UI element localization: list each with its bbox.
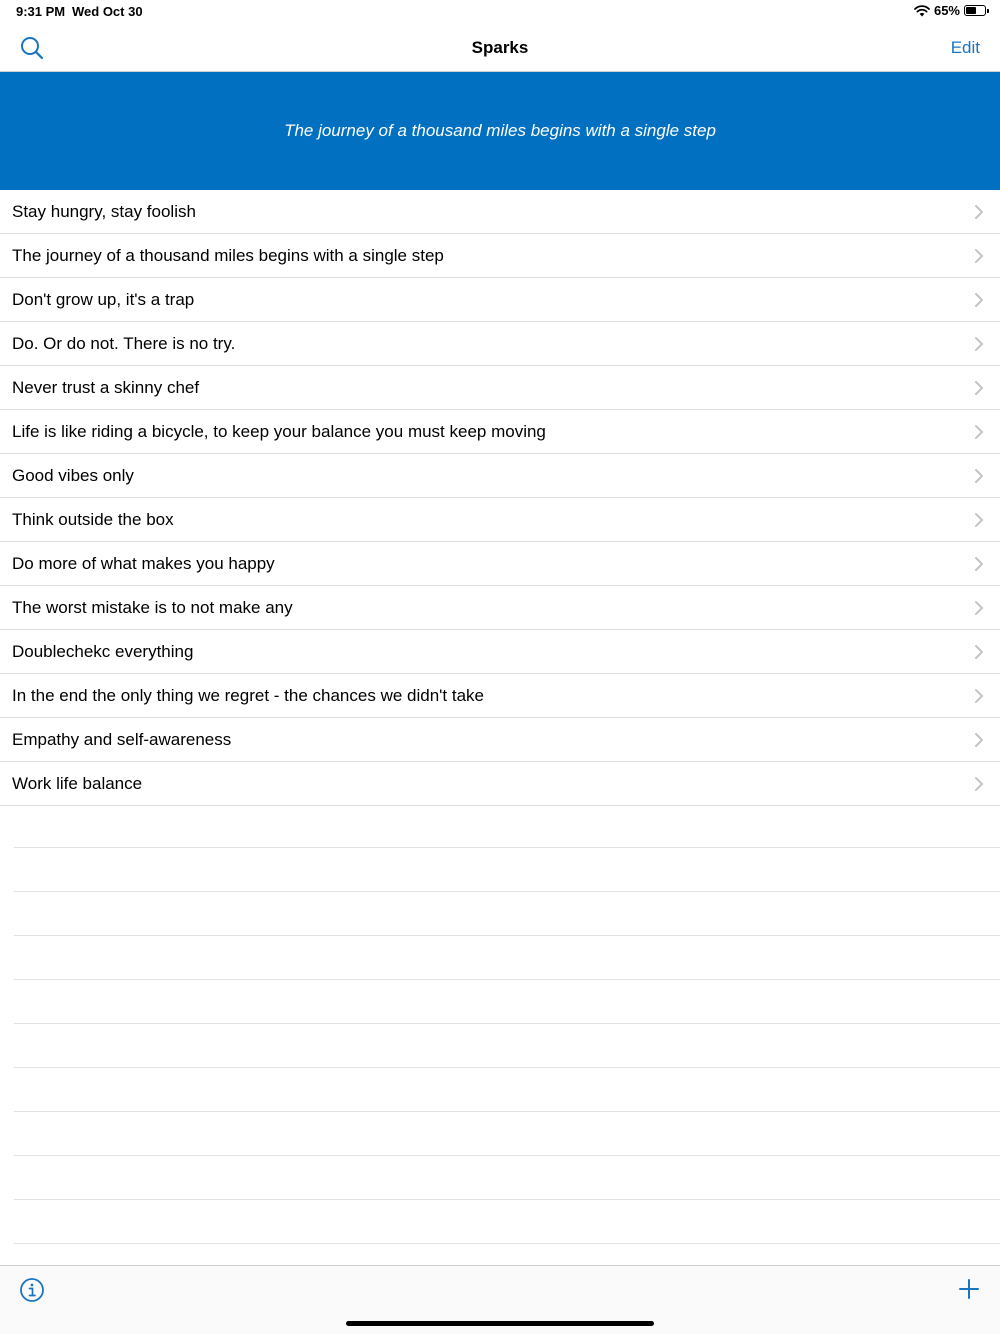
list-item[interactable] [0,454,1000,498]
chevron-right-icon [974,204,984,220]
page-title: Sparks [471,38,529,57]
empty-row-separator [14,936,1000,980]
list-item[interactable] [0,498,1000,542]
status-time: 9:31 PM [16,4,66,19]
empty-row-separator [14,1112,1000,1156]
chevron-right-icon [974,688,984,704]
list-item-label: Stay hungry, stay foolish [12,202,196,221]
featured-quote-banner [0,72,1000,190]
empty-row-separator [14,1024,1000,1068]
chevron-right-icon [974,776,984,792]
empty-row-separator [14,1068,1000,1112]
list-item-label: Do. Or do not. There is no try. [12,334,236,353]
list-item[interactable] [0,674,1000,718]
list-item[interactable] [0,542,1000,586]
plus-icon[interactable] [957,1277,981,1301]
list-item-label: Do more of what makes you happy [12,554,275,573]
sparks-list [0,190,1000,806]
bottom-toolbar [0,1265,1000,1334]
battery-percent: 65% [933,3,960,18]
battery-icon [964,5,986,16]
list-item[interactable] [0,410,1000,454]
featured-quote: The journey of a thousand miles begins with a single step [284,121,716,140]
chevron-right-icon [974,512,984,528]
list-item[interactable] [0,366,1000,410]
chevron-right-icon [974,336,984,352]
empty-row-separator [14,892,1000,936]
list-item[interactable] [0,190,1000,234]
list-item-label: Think outside the box [12,510,174,529]
empty-row-separator [14,1200,1000,1244]
list-item-label: Doublechekc everything [12,642,194,661]
home-indicator[interactable] [346,1321,654,1326]
status-bar [0,0,1000,24]
empty-rows [14,804,1000,1244]
empty-row-separator [14,804,1000,848]
status-date: Wed Oct 30 [72,4,143,19]
list-item[interactable] [0,718,1000,762]
list-item-label: Life is like riding a bicycle, to keep your balance you must keep moving [12,422,546,441]
wifi-icon [914,5,930,17]
battery-fill [966,7,976,14]
list-item[interactable] [0,762,1000,806]
chevron-right-icon [974,644,984,660]
list-item[interactable] [0,278,1000,322]
chevron-right-icon [974,556,984,572]
chevron-right-icon [974,292,984,308]
list-item-label: Never trust a skinny chef [12,378,200,397]
list-item-label: The worst mistake is to not make any [12,598,293,617]
list-item-label: Good vibes only [12,466,134,485]
empty-row-separator [14,848,1000,892]
list-item[interactable] [0,630,1000,674]
list-item-label: Don't grow up, it's a trap [12,290,195,309]
chevron-right-icon [974,600,984,616]
chevron-right-icon [974,424,984,440]
navigation-bar [0,24,1000,72]
chevron-right-icon [974,248,984,264]
empty-row-separator [14,1156,1000,1200]
chevron-right-icon [974,732,984,748]
status-indicators [914,3,986,18]
list-item-label: Empathy and self-awareness [12,730,232,749]
list-item-label: In the end the only thing we regret - the chances we didn't take [12,686,484,705]
chevron-right-icon [974,468,984,484]
list-item-label: Work life balance [12,774,143,793]
info-icon[interactable] [19,1277,45,1303]
chevron-right-icon [974,380,984,396]
list-item[interactable] [0,234,1000,278]
edit-button[interactable]: Edit [950,38,980,57]
list-item[interactable] [0,586,1000,630]
list-item-label: The journey of a thousand miles begins with a single step [12,246,444,265]
list-item[interactable] [0,322,1000,366]
empty-row-separator [14,980,1000,1024]
